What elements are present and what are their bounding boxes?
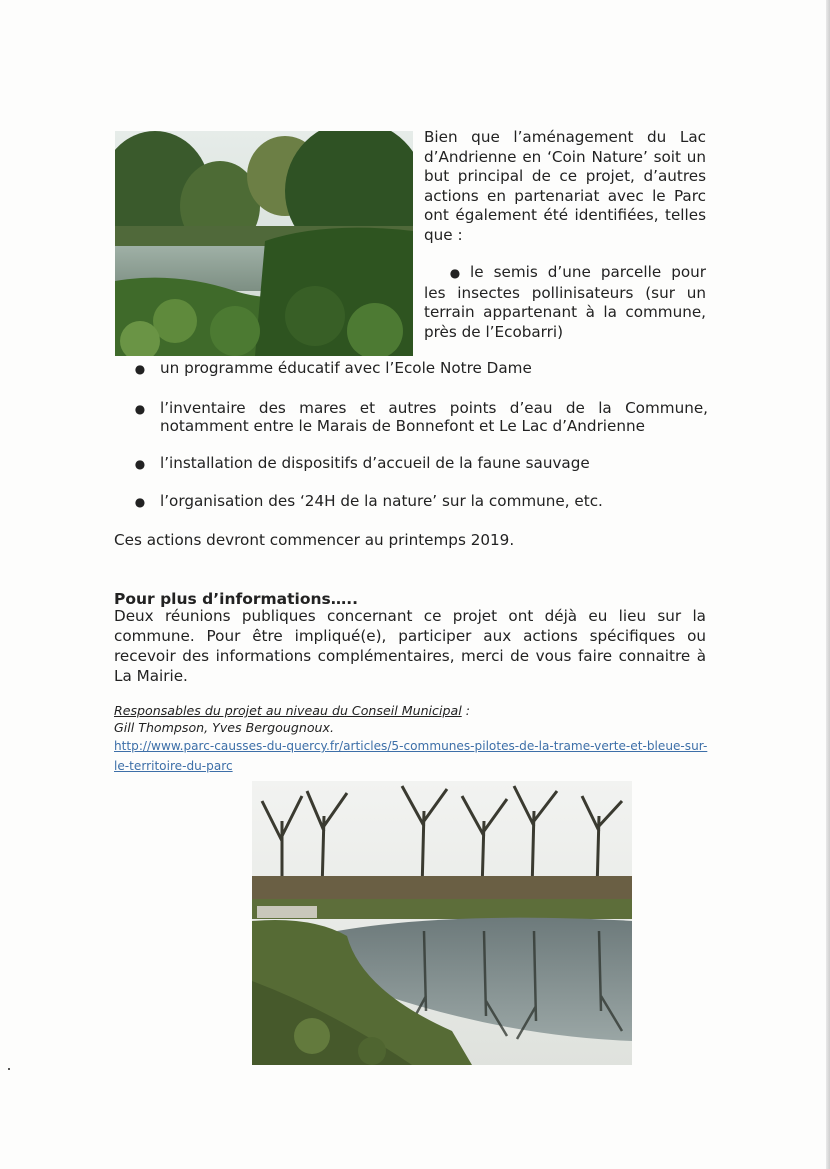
responsables-label: Responsables du projet au niveau du Conseil Municipal — [114, 703, 462, 718]
list-item-text: l’inventaire des mares et autres points d’eau de la Commune, notamment entre le Marais de Bonnefont et Le Lac d’Andrienne — [160, 398, 708, 435]
scan-speck — [8, 1068, 10, 1070]
intro-bullet-item — [424, 263, 706, 342]
list-item — [132, 454, 708, 473]
list-item — [132, 492, 708, 511]
actions-list — [132, 359, 708, 511]
parc-link[interactable]: http://www.parc-causses-du-quercy.fr/articles/5-communes-pilotes-de-la-trame-verte-et-bleue-sur-le-territoire-du-parc — [114, 739, 708, 773]
lake-photo-summer — [115, 131, 413, 356]
responsables-line — [114, 703, 714, 719]
list-item-text: un programme éducatif avec l’Ecole Notre Dame — [160, 359, 532, 377]
page-edge — [826, 0, 830, 1169]
list-item-text: l’organisation des ‘24H de la nature’ sur la commune, etc. — [160, 492, 603, 510]
bullet-icon: ● — [134, 456, 146, 471]
intro-paragraph: Bien que l’aménagement du Lac d’Andrienne en ‘Coin Nature’ soit un but principal de ce projet, d’autres actions en partenariat avec le Parc ont également été identifiées, telles que : — [424, 128, 706, 244]
bullet-icon: ● — [134, 495, 146, 509]
info-paragraph: Deux réunions publiques concernant ce projet ont déjà eu lieu sur la commune. Pour être impliqué(e), participer aux actions spécifiques ou recevoir des informations complémentaires, merci de vous faire connaitre à La Mairie. — [114, 607, 706, 685]
info-heading: Pour plus d’informations….. — [114, 590, 359, 608]
list-item — [132, 399, 708, 436]
responsables-names: Gill Thompson, Yves Bergougnoux. — [114, 720, 334, 735]
list-item — [132, 359, 708, 378]
bullet-icon: ● — [134, 401, 146, 416]
start-date-text: Ces actions devront commencer au printemps 2019. — [114, 531, 515, 549]
list-item-text: l’installation de dispositifs d’accueil de la faune sauvage — [160, 453, 590, 472]
pond-photo-winter — [252, 781, 632, 1065]
responsables-suffix: : — [461, 703, 470, 718]
intro-bullet-text: le semis d’une parcelle pour les insectes pollinisateurs (sur un terrain appartenant à la commune, près de l’Ecobarri) — [424, 263, 706, 341]
bullet-icon: ● — [449, 266, 461, 280]
bullet-icon: ● — [134, 362, 146, 376]
